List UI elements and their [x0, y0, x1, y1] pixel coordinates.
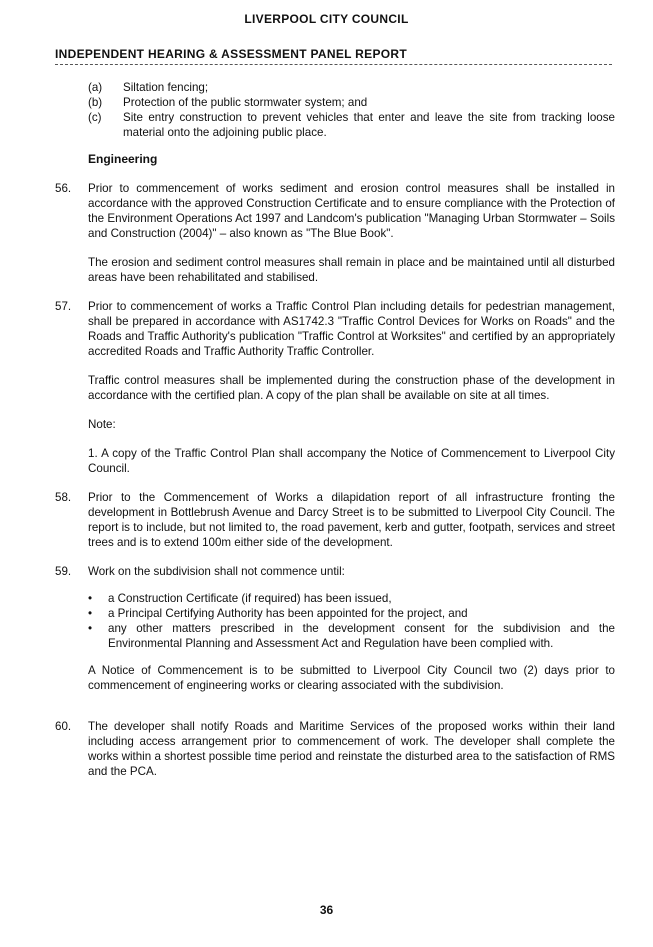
paragraph: Traffic control measures shall be implemented during the construction phase of the development in accordance with the certified plan. A copy of the plan shall be available on site at all times.: [88, 374, 615, 402]
bullet-text: any other matters prescribed in the development consent for the subdivision and the Environmental Planning and Assessment Act and Regulation have been complied with.: [108, 622, 615, 650]
condition-number: 59.: [55, 565, 72, 578]
section-heading-engineering: Engineering: [88, 152, 158, 166]
condition-57: [55, 299, 615, 476]
condition-58: [55, 490, 615, 550]
paragraph: The developer shall notify Roads and Maritime Services of the proposed works within their land including access arrangement prior to commencement of work. The developer shall complete the works within a shortest possible time period and reinstate the disturbed area to the satisfaction of RMS and the PCA.: [88, 719, 615, 778]
list-item-text: Protection of the public stormwater system; and: [123, 96, 368, 109]
council-title: LIVERPOOL CITY COUNCIL: [244, 12, 409, 26]
bullet-icon: •: [88, 622, 93, 635]
condition-60: [55, 719, 615, 779]
page-number: 36: [319, 903, 334, 917]
paragraph: A Notice of Commencement is to be submitted to Liverpool City Council two (2) days prior to commencement of engineering works or clearing associated with the subdivision.: [88, 664, 615, 692]
bullet-list: [88, 591, 615, 651]
condition-56: [55, 181, 615, 285]
list-item: [88, 110, 615, 140]
paragraph: Prior to commencement of works sediment and erosion control measures shall be installed in accordance with the approved Construction Certificate and to ensure compliance with the Protection of the Environment Operations Act 1997 and Landcom's publication "Managing Urban Stormwater – Soils and Construction (2004)" – also known as "The Blue Book".: [88, 182, 615, 240]
list-item-letter: (b): [88, 96, 103, 109]
note-label: Note:: [88, 418, 116, 431]
intro-list: [88, 80, 615, 140]
bullet-text: a Construction Certificate (if required) has been issued,: [108, 592, 392, 605]
list-item-letter: (a): [88, 81, 103, 94]
list-item-text: Siltation fencing;: [123, 81, 209, 94]
list-item-text: Site entry construction to prevent vehicles that enter and leave the site from tracking loose material onto the adjoining public place.: [123, 111, 615, 139]
paragraph: The erosion and sediment control measures shall remain in place and be maintained until all disturbed areas have been rehabilitated and stabilised.: [88, 256, 615, 284]
condition-body: [88, 299, 615, 476]
header-divider: [55, 64, 612, 65]
paragraph: Work on the subdivision shall not commence until:: [88, 565, 345, 578]
condition-number: 60.: [55, 719, 72, 733]
list-item: [88, 621, 615, 651]
paragraph: Prior to the Commencement of Works a dilapidation report of all infrastructure fronting the development in Bottlebrush Avenue and Darcy Street is to be submitted to Liverpool City Council. The report is to include, but not limited to, the road pavement, kerb and gutter, footpath, services and street trees and is to extend 100m either side of the development.: [88, 491, 615, 549]
list-item: [88, 95, 615, 110]
bullet-text: a Principal Certifying Authority has been appointed for the project, and: [108, 607, 468, 620]
condition-59: [55, 564, 615, 705]
list-item: [88, 591, 615, 606]
condition-number: 57.: [55, 300, 72, 313]
condition-number: 56.: [55, 182, 72, 195]
condition-body: [88, 719, 615, 779]
list-item-letter: (c): [88, 111, 102, 124]
note-item: 1. A copy of the Traffic Control Plan shall accompany the Notice of Commencement to Liverpool City Council.: [88, 447, 615, 475]
report-title: INDEPENDENT HEARING & ASSESSMENT PANEL REPORT: [55, 47, 407, 61]
list-item: [88, 606, 615, 621]
condition-body: [88, 490, 615, 550]
condition-body: [88, 564, 615, 705]
bullet-icon: •: [88, 607, 93, 620]
condition-body: [88, 181, 615, 285]
list-item: [88, 80, 615, 95]
document-body: [55, 80, 615, 779]
bullet-icon: •: [88, 592, 93, 605]
condition-number: 58.: [55, 491, 72, 504]
paragraph: Prior to commencement of works a Traffic Control Plan including details for pedestrian management, shall be prepared in accordance with AS1742.3 "Traffic Control Devices for Works on Roads" and the Roads and Traffic Authority's publication "Traffic Control at Worksites" and certified by an appropriately accredited Roads and Traffic Authority Traffic Controller.: [88, 300, 615, 358]
